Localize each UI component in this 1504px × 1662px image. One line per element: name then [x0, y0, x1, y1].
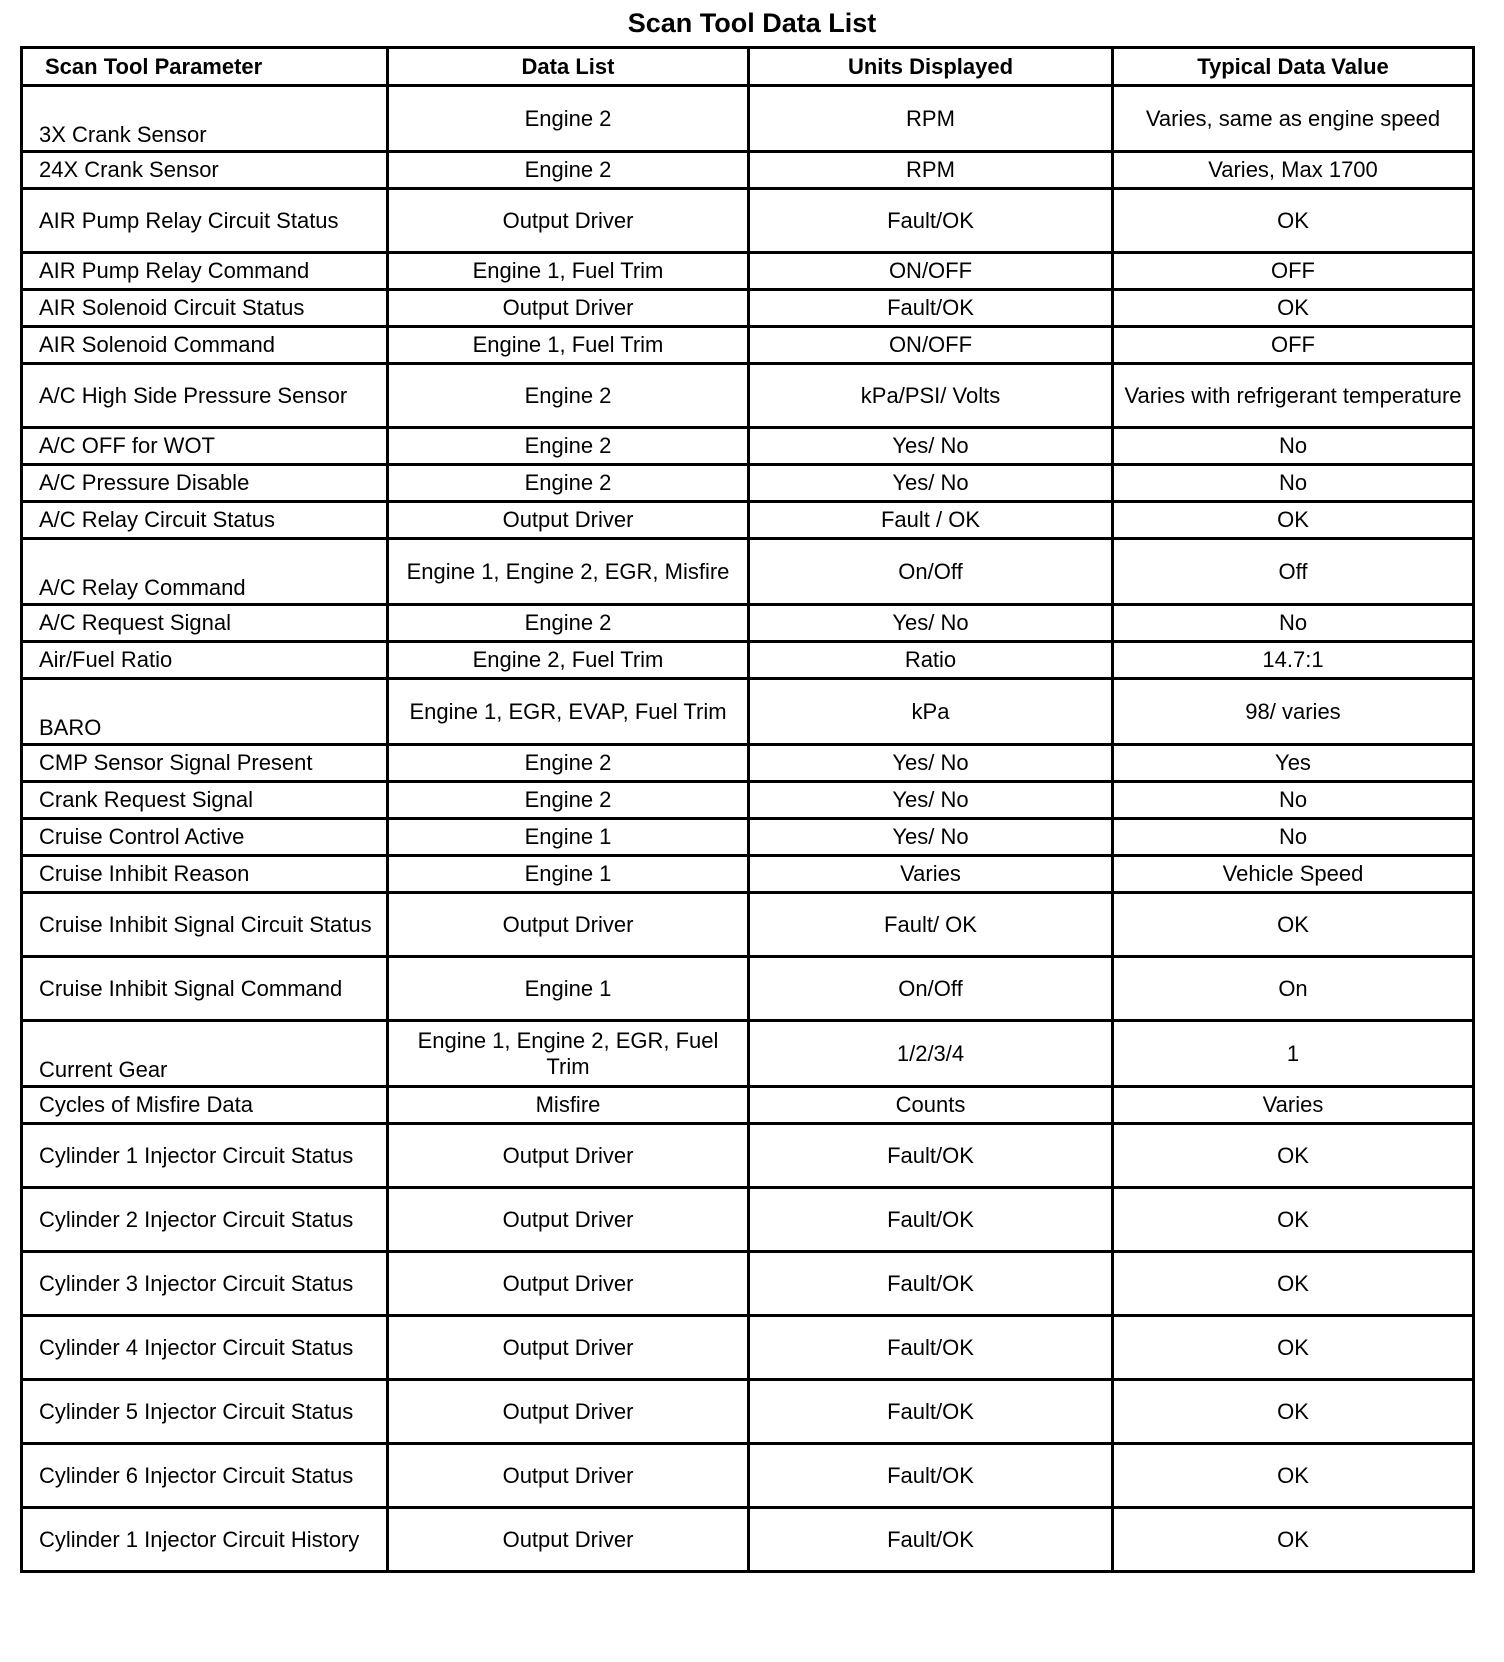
typical-value-cell: OK [1113, 1508, 1474, 1572]
units-cell: Fault/OK [749, 1444, 1113, 1508]
parameter-cell: BARO [22, 679, 388, 745]
parameter-cell: Crank Request Signal [22, 782, 388, 819]
parameter-cell: Cylinder 1 Injector Circuit Status [22, 1124, 388, 1188]
typical-value-cell: OK [1113, 1188, 1474, 1252]
units-cell: Fault/OK [749, 1252, 1113, 1316]
table-row [22, 152, 1474, 189]
units-cell: Yes/ No [749, 745, 1113, 782]
typical-value-cell: 14.7:1 [1113, 642, 1474, 679]
units-cell: On/Off [749, 539, 1113, 605]
data-list-cell: Output Driver [388, 502, 749, 539]
data-list-cell: Output Driver [388, 1444, 749, 1508]
parameter-cell: A/C High Side Pressure Sensor [22, 364, 388, 428]
typical-value-cell: OK [1113, 1444, 1474, 1508]
data-list-cell: Engine 1, Engine 2, EGR, Fuel Trim [388, 1021, 749, 1087]
units-cell: Fault/ OK [749, 893, 1113, 957]
data-list-cell: Engine 1 [388, 856, 749, 893]
parameter-cell: Cruise Inhibit Reason [22, 856, 388, 893]
table-row [22, 819, 1474, 856]
typical-value-cell: Varies, same as engine speed [1113, 86, 1474, 152]
parameter-cell: 3X Crank Sensor [22, 86, 388, 152]
units-cell: RPM [749, 152, 1113, 189]
units-cell: Yes/ No [749, 428, 1113, 465]
table-row [22, 745, 1474, 782]
parameter-cell: Cruise Inhibit Signal Circuit Status [22, 893, 388, 957]
units-cell: Fault/OK [749, 290, 1113, 327]
data-list-cell: Engine 2 [388, 605, 749, 642]
units-cell: Fault/OK [749, 1316, 1113, 1380]
data-list-cell: Engine 2 [388, 465, 749, 502]
typical-value-cell: OK [1113, 502, 1474, 539]
typical-value-cell: No [1113, 819, 1474, 856]
parameter-cell: AIR Pump Relay Circuit Status [22, 189, 388, 253]
table-row [22, 502, 1474, 539]
typical-value-cell: Yes [1113, 745, 1474, 782]
units-cell: On/Off [749, 957, 1113, 1021]
data-list-cell: Output Driver [388, 1508, 749, 1572]
data-list-cell: Engine 2 [388, 745, 749, 782]
table-row [22, 957, 1474, 1021]
data-list-cell: Engine 2 [388, 782, 749, 819]
parameter-cell: A/C Relay Circuit Status [22, 502, 388, 539]
parameter-cell: Cruise Control Active [22, 819, 388, 856]
data-list-cell: Output Driver [388, 1252, 749, 1316]
header-data-list: Data List [388, 48, 749, 86]
header-typical-data-value: Typical Data Value [1113, 48, 1474, 86]
units-cell: Ratio [749, 642, 1113, 679]
scan-tool-data-table [20, 46, 1475, 1573]
typical-value-cell: OFF [1113, 327, 1474, 364]
data-list-cell: Output Driver [388, 1124, 749, 1188]
units-cell: Fault/OK [749, 189, 1113, 253]
table-row [22, 1252, 1474, 1316]
data-list-cell: Engine 1, Fuel Trim [388, 253, 749, 290]
data-list-cell: Engine 1, Engine 2, EGR, Misfire [388, 539, 749, 605]
parameter-cell: A/C Request Signal [22, 605, 388, 642]
table-row [22, 327, 1474, 364]
data-list-cell: Output Driver [388, 893, 749, 957]
parameter-cell: AIR Solenoid Circuit Status [22, 290, 388, 327]
table-row [22, 1087, 1474, 1124]
data-list-cell: Engine 2, Fuel Trim [388, 642, 749, 679]
parameter-cell: Cylinder 5 Injector Circuit Status [22, 1380, 388, 1444]
parameter-cell: AIR Solenoid Command [22, 327, 388, 364]
parameter-cell: A/C Relay Command [22, 539, 388, 605]
table-row [22, 189, 1474, 253]
page-title: Scan Tool Data List [627, 8, 877, 38]
table-row [22, 856, 1474, 893]
units-cell: Fault/OK [749, 1508, 1113, 1572]
table-row [22, 253, 1474, 290]
table-row [22, 1444, 1474, 1508]
typical-value-cell: OK [1113, 1124, 1474, 1188]
typical-value-cell: OK [1113, 1252, 1474, 1316]
units-cell: Yes/ No [749, 605, 1113, 642]
typical-value-cell: Vehicle Speed [1113, 856, 1474, 893]
data-list-cell: Output Driver [388, 290, 749, 327]
units-cell: kPa/PSI/ Volts [749, 364, 1113, 428]
table-row [22, 1124, 1474, 1188]
typical-value-cell: Off [1113, 539, 1474, 605]
table-row [22, 782, 1474, 819]
data-list-cell: Engine 2 [388, 428, 749, 465]
table-row [22, 465, 1474, 502]
parameter-cell: Cycles of Misfire Data [22, 1087, 388, 1124]
table-row [22, 86, 1474, 152]
typical-value-cell: On [1113, 957, 1474, 1021]
table-row [22, 642, 1474, 679]
header-row [22, 48, 1474, 86]
units-cell: Fault/OK [749, 1188, 1113, 1252]
units-cell: Fault / OK [749, 502, 1113, 539]
data-list-cell: Engine 2 [388, 86, 749, 152]
data-list-cell: Output Driver [388, 1380, 749, 1444]
table-row [22, 1380, 1474, 1444]
table-row [22, 428, 1474, 465]
table-row [22, 539, 1474, 605]
units-cell: RPM [749, 86, 1113, 152]
table-row [22, 1316, 1474, 1380]
typical-value-cell: 98/ varies [1113, 679, 1474, 745]
typical-value-cell: OFF [1113, 253, 1474, 290]
table-row [22, 290, 1474, 327]
header-scan-tool-parameter: Scan Tool Parameter [22, 48, 388, 86]
typical-value-cell: No [1113, 428, 1474, 465]
parameter-cell: Cylinder 4 Injector Circuit Status [22, 1316, 388, 1380]
typical-value-cell: Varies [1113, 1087, 1474, 1124]
data-list-cell: Engine 2 [388, 152, 749, 189]
typical-value-cell: OK [1113, 189, 1474, 253]
data-list-cell: Output Driver [388, 1188, 749, 1252]
parameter-cell: Air/Fuel Ratio [22, 642, 388, 679]
table-row [22, 1508, 1474, 1572]
typical-value-cell: 1 [1113, 1021, 1474, 1087]
typical-value-cell: No [1113, 782, 1474, 819]
parameter-cell: AIR Pump Relay Command [22, 253, 388, 290]
units-cell: Fault/OK [749, 1380, 1113, 1444]
parameter-cell: 24X Crank Sensor [22, 152, 388, 189]
parameter-cell: Cylinder 1 Injector Circuit History [22, 1508, 388, 1572]
units-cell: ON/OFF [749, 253, 1113, 290]
typical-value-cell: OK [1113, 1316, 1474, 1380]
parameter-cell: Cruise Inhibit Signal Command [22, 957, 388, 1021]
typical-value-cell: Varies, Max 1700 [1113, 152, 1474, 189]
table-row [22, 364, 1474, 428]
table-row [22, 1188, 1474, 1252]
units-cell: Fault/OK [749, 1124, 1113, 1188]
parameter-cell: CMP Sensor Signal Present [22, 745, 388, 782]
parameter-cell: Cylinder 2 Injector Circuit Status [22, 1188, 388, 1252]
units-cell: ON/OFF [749, 327, 1113, 364]
header-units-displayed: Units Displayed [749, 48, 1113, 86]
parameter-cell: Cylinder 6 Injector Circuit Status [22, 1444, 388, 1508]
parameter-cell: Current Gear [22, 1021, 388, 1087]
data-list-cell: Engine 2 [388, 364, 749, 428]
table-row [22, 1021, 1474, 1087]
parameter-cell: A/C OFF for WOT [22, 428, 388, 465]
data-list-cell: Engine 1, Fuel Trim [388, 327, 749, 364]
data-list-cell: Engine 1, EGR, EVAP, Fuel Trim [388, 679, 749, 745]
typical-value-cell: No [1113, 465, 1474, 502]
typical-value-cell: OK [1113, 1380, 1474, 1444]
data-list-cell: Output Driver [388, 189, 749, 253]
typical-value-cell: OK [1113, 290, 1474, 327]
units-cell: Counts [749, 1087, 1113, 1124]
units-cell: Yes/ No [749, 782, 1113, 819]
data-list-cell: Engine 1 [388, 957, 749, 1021]
units-cell: 1/2/3/4 [749, 1021, 1113, 1087]
table-row [22, 893, 1474, 957]
data-list-cell: Engine 1 [388, 819, 749, 856]
typical-value-cell: Varies with refrigerant temperature [1113, 364, 1474, 428]
data-list-cell: Misfire [388, 1087, 749, 1124]
data-list-cell: Output Driver [388, 1316, 749, 1380]
parameter-cell: A/C Pressure Disable [22, 465, 388, 502]
units-cell: Yes/ No [749, 819, 1113, 856]
units-cell: Varies [749, 856, 1113, 893]
typical-value-cell: OK [1113, 893, 1474, 957]
parameter-cell: Cylinder 3 Injector Circuit Status [22, 1252, 388, 1316]
units-cell: Yes/ No [749, 465, 1113, 502]
typical-value-cell: No [1113, 605, 1474, 642]
table-row [22, 679, 1474, 745]
table-row [22, 605, 1474, 642]
units-cell: kPa [749, 679, 1113, 745]
